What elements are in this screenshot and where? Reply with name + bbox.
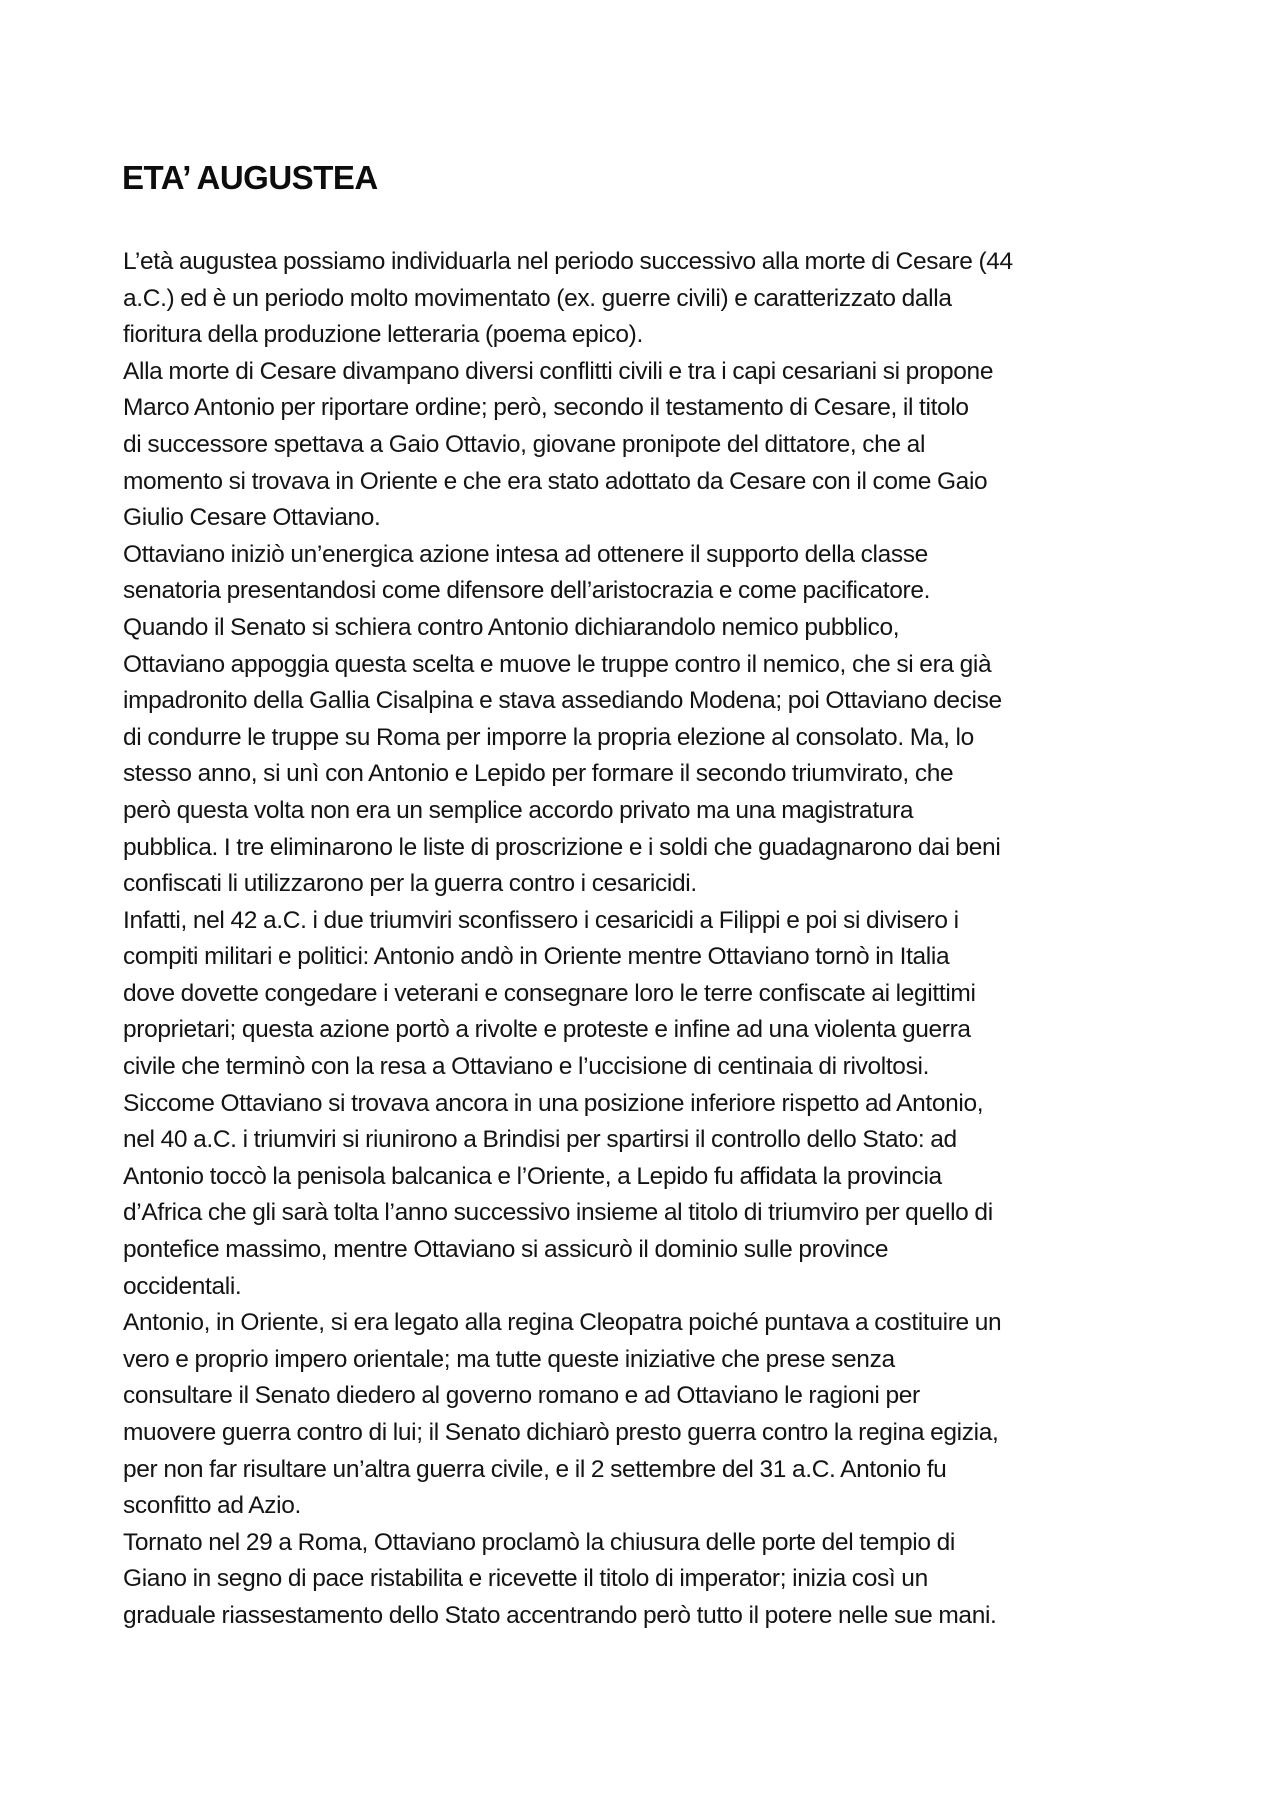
body-line: muovere guerra contro di lui; il Senato dichiarò presto guerra contro la regina egizia, — [123, 1419, 999, 1446]
body-line: civile che terminò con la resa a Ottaviano e l’uccisione di centinaia di rivoltosi. — [123, 1053, 930, 1081]
body-line: momento si trovava in Oriente e che era stato adottato da Cesare con il come Gaio — [123, 467, 988, 495]
body-line: Ottaviano iniziò un’energica azione intesa ad ottenere il supporto della classe — [123, 540, 928, 568]
body-line: a.C.) ed è un periodo molto movimentato (ex. guerre civili) e caratterizzato dalla — [123, 284, 952, 312]
document-body — [123, 244, 1183, 1635]
body-line: pubblica. I tre eliminarono le liste di proscrizione e i soldi che guadagnarono dai beni — [123, 833, 1001, 861]
body-line: dove dovette congedare i veterani e consegnare loro le terre confiscate ai legittimi — [123, 979, 976, 1007]
body-line: graduale riassestamento dello Stato accentrando però tutto il potere nelle sue mani. — [123, 1601, 997, 1629]
body-line: vero e proprio impero orientale; ma tutte queste iniziative che prese senza — [123, 1345, 895, 1373]
document-title: ETA’ AUGUSTEA — [122, 159, 378, 196]
body-line: d’Africa che gli sarà tolta l’anno successivo insieme al titolo di triumviro per quello di — [123, 1199, 993, 1227]
body-line: fioritura della produzione letteraria (poema epico). — [123, 321, 643, 349]
body-line: Marco Antonio per riportare ordine; però, secondo il testamento di Cesare, il titolo — [123, 394, 969, 422]
body-line: Siccome Ottaviano si trovava ancora in una posizione inferiore rispetto ad Antonio, — [123, 1089, 984, 1117]
body-line: Infatti, nel 42 a.C. i due triumviri sconfissero i cesaricidi a Filippi e poi si divisero i — [123, 906, 959, 934]
body-line: consultare il Senato diedero al governo romano e ad Ottaviano le ragioni per — [123, 1382, 920, 1410]
body-line: Quando il Senato si schiera contro Antonio dichiarandolo nemico pubblico, — [123, 613, 900, 641]
body-line: Tornato nel 29 a Roma, Ottaviano proclamò la chiusura delle porte del tempio di — [123, 1528, 955, 1556]
body-line: nel 40 a.C. i triumviri si riunirono a Brindisi per spartirsi il controllo dello Stato: ad — [123, 1126, 957, 1154]
body-line: Antonio, in Oriente, si era legato alla regina Cleopatra poiché puntava a costituire un — [123, 1309, 1002, 1337]
body-line: occidentali. — [123, 1272, 242, 1300]
body-line: senatoria presentandosi come difensore dell’aristocrazia e come pacificatore. — [123, 577, 931, 605]
body-line: per non far risultare un’altra guerra civile, e il 2 settembre del 31 a.C. Antonio fu — [123, 1455, 947, 1483]
body-line: confiscati li utilizzarono per la guerra contro i cesaricidi. — [123, 870, 697, 898]
body-line: stesso anno, si unì con Antonio e Lepido per formare il secondo triumvirato, che — [123, 760, 954, 788]
body-line: Giulio Cesare Ottaviano. — [123, 504, 381, 532]
body-line: L’età augustea possiamo individuarla nel periodo successivo alla morte di Cesare (44 — [123, 248, 1013, 275]
body-line: di condurre le truppe su Roma per imporre la propria elezione al consolato. Ma, lo — [123, 723, 974, 751]
body-line: Antonio toccò la penisola balcanica e l’Oriente, a Lepido fu affidata la provincia — [123, 1162, 942, 1190]
body-line: Alla morte di Cesare divampano diversi conflitti civili e tra i capi cesariani si propone — [123, 357, 994, 385]
body-line: proprietari; questa azione portò a rivolte e proteste e infine ad una violenta guerra — [123, 1016, 971, 1044]
body-line: pontefice massimo, mentre Ottaviano si assicurò il dominio sulle province — [123, 1236, 889, 1264]
body-line: sconfitto ad Azio. — [123, 1492, 301, 1520]
body-line: di successore spettava a Gaio Ottavio, giovane pronipote del dittatore, che al — [123, 430, 926, 458]
body-line: Ottaviano appoggia questa scelta e muove le truppe contro il nemico, che si era già — [123, 650, 992, 678]
body-line: compiti militari e politici: Antonio andò in Oriente mentre Ottaviano tornò in Italia — [123, 943, 950, 971]
body-line: Giano in segno di pace ristabilita e ricevette il titolo di imperator; inizia così un — [123, 1565, 928, 1593]
body-line: impadronito della Gallia Cisalpina e stava assediando Modena; poi Ottaviano decise — [123, 687, 1002, 715]
body-line: però questa volta non era un semplice accordo privato ma una magistratura — [123, 796, 914, 824]
